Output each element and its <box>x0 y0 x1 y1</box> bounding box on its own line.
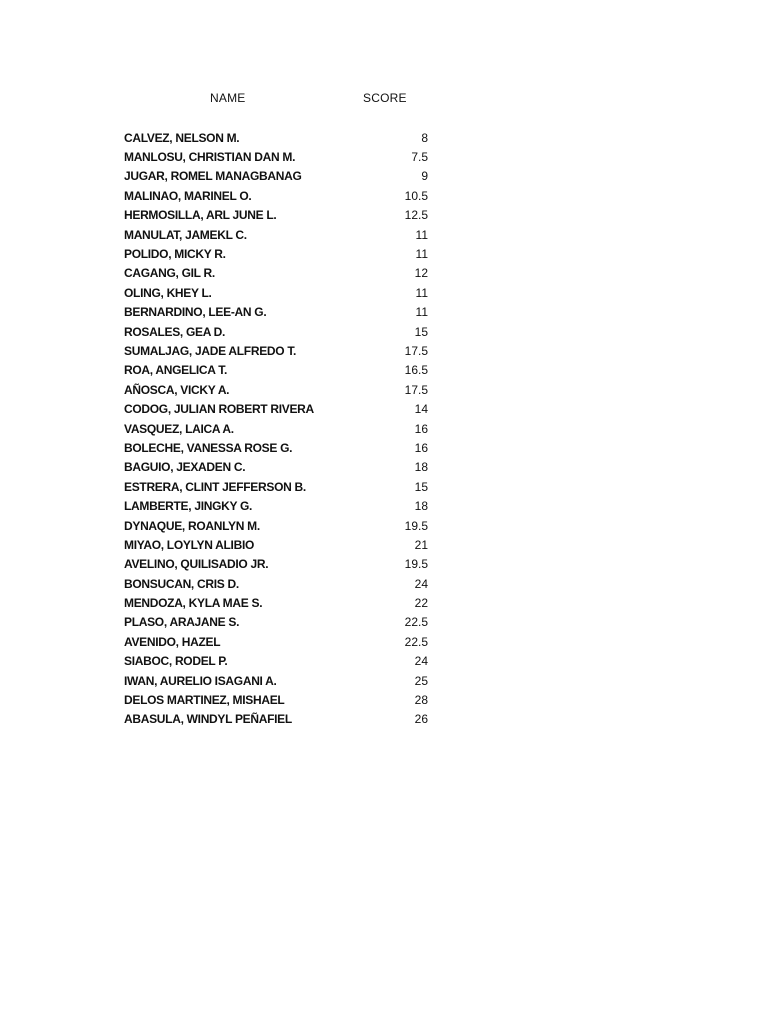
student-score: 11 <box>415 227 428 242</box>
student-name: PLASO, ARAJANE S. <box>124 615 240 630</box>
student-name: MANLOSU, CHRISTIAN DAN M. <box>124 150 296 165</box>
student-score: 17.5 <box>404 343 428 358</box>
student-name: LAMBERTE, JINGKY G. <box>124 499 253 514</box>
student-name: MANULAT, JAMEKL C. <box>124 227 247 242</box>
student-score: 26 <box>414 712 428 727</box>
student-score: 24 <box>414 576 428 591</box>
table-row <box>124 264 428 283</box>
student-score: 12 <box>414 266 428 281</box>
student-score: 12.5 <box>404 208 428 223</box>
student-name: MIYAO, LOYLYN ALIBIO <box>124 537 255 552</box>
student-score: 19.5 <box>404 518 428 533</box>
student-score: 25 <box>414 673 428 688</box>
student-name: BOLECHE, VANESSA ROSE G. <box>124 440 293 455</box>
student-name: MALINAO, MARINEL O. <box>124 188 252 203</box>
table-row <box>124 186 428 205</box>
table-row <box>124 535 428 554</box>
student-name: AVELINO, QUILISADIO JR. <box>124 557 269 572</box>
table-row <box>124 496 428 515</box>
student-name: ROSALES, GEA D. <box>124 324 226 339</box>
student-name: DELOS MARTINEZ, MISHAEL <box>124 693 285 708</box>
table-row <box>124 458 428 477</box>
table-row <box>124 477 428 496</box>
student-score: 10.5 <box>404 188 428 203</box>
table-row <box>124 128 428 147</box>
student-score: 7.5 <box>411 150 428 165</box>
table-row <box>124 380 428 399</box>
table-row <box>124 613 428 632</box>
student-score: 9 <box>421 169 428 184</box>
student-name: JUGAR, ROMEL MANAGBANAG <box>124 169 302 184</box>
student-name: DYNAQUE, ROANLYN M. <box>124 518 260 533</box>
table-row <box>124 516 428 535</box>
table-row <box>124 555 428 574</box>
table-row <box>124 322 428 341</box>
student-score: 18 <box>414 499 428 514</box>
student-score: 14 <box>414 402 428 417</box>
table-row <box>124 167 428 186</box>
student-name: VASQUEZ, LAICA A. <box>124 421 234 436</box>
student-score: 15 <box>414 324 428 339</box>
student-score: 17.5 <box>404 382 428 397</box>
student-score: 22.5 <box>404 634 428 649</box>
table-row <box>124 671 428 690</box>
table-row <box>124 652 428 671</box>
student-score: 16 <box>414 421 428 436</box>
table-row <box>124 244 428 263</box>
student-name: CAGANG, GIL R. <box>124 266 215 281</box>
student-name: CALVEZ, NELSON M. <box>124 130 240 145</box>
student-score: 11 <box>415 305 428 320</box>
student-name: MENDOZA, KYLA MAE S. <box>124 596 263 611</box>
student-score: 21 <box>414 537 428 552</box>
student-name: AÑOSCA, VICKY A. <box>124 382 230 397</box>
student-score: 15 <box>414 479 428 494</box>
score-column-header: SCORE <box>363 91 407 105</box>
student-score: 16.5 <box>404 363 428 378</box>
table-row <box>124 206 428 225</box>
table-row <box>124 399 428 418</box>
table-row <box>124 690 428 709</box>
student-score: 11 <box>415 285 428 300</box>
table-row <box>124 303 428 322</box>
table-row <box>124 147 428 166</box>
student-name: ESTRERA, CLINT JEFFERSON B. <box>124 479 306 494</box>
table-row <box>124 632 428 651</box>
student-score: 8 <box>421 130 428 145</box>
student-score: 18 <box>414 460 428 475</box>
table-row <box>124 361 428 380</box>
student-name: BONSUCAN, CRIS D. <box>124 576 239 591</box>
score-list <box>124 128 428 729</box>
table-row <box>124 710 428 729</box>
table-row <box>124 593 428 612</box>
student-name: OLING, KHEY L. <box>124 285 212 300</box>
table-row <box>124 438 428 457</box>
name-column-header: NAME <box>210 91 246 105</box>
student-score: 22 <box>414 596 428 611</box>
student-name: IWAN, AURELIO ISAGANI A. <box>124 673 277 688</box>
student-name: SIABOC, RODEL P. <box>124 654 228 669</box>
student-name: ROA, ANGELICA T. <box>124 363 227 378</box>
student-name: SUMALJAG, JADE ALFREDO T. <box>124 343 297 358</box>
student-score: 16 <box>414 440 428 455</box>
student-name: AVENIDO, HAZEL <box>124 634 221 649</box>
table-row <box>124 341 428 360</box>
table-row <box>124 574 428 593</box>
student-score: 22.5 <box>404 615 428 630</box>
student-name: CODOG, JULIAN ROBERT RIVERA <box>124 402 314 417</box>
table-row <box>124 225 428 244</box>
student-score: 19.5 <box>404 557 428 572</box>
table-row <box>124 283 428 302</box>
student-name: ABASULA, WINDYL PEÑAFIEL <box>124 712 292 727</box>
table-row <box>124 419 428 438</box>
student-name: BERNARDINO, LEE-AN G. <box>124 305 267 320</box>
student-score: 11 <box>415 247 428 262</box>
student-name: HERMOSILLA, ARL JUNE L. <box>124 208 277 223</box>
student-name: BAGUIO, JEXADEN C. <box>124 460 246 475</box>
student-score: 24 <box>414 654 428 669</box>
student-name: POLIDO, MICKY R. <box>124 247 226 262</box>
student-score: 28 <box>414 693 428 708</box>
